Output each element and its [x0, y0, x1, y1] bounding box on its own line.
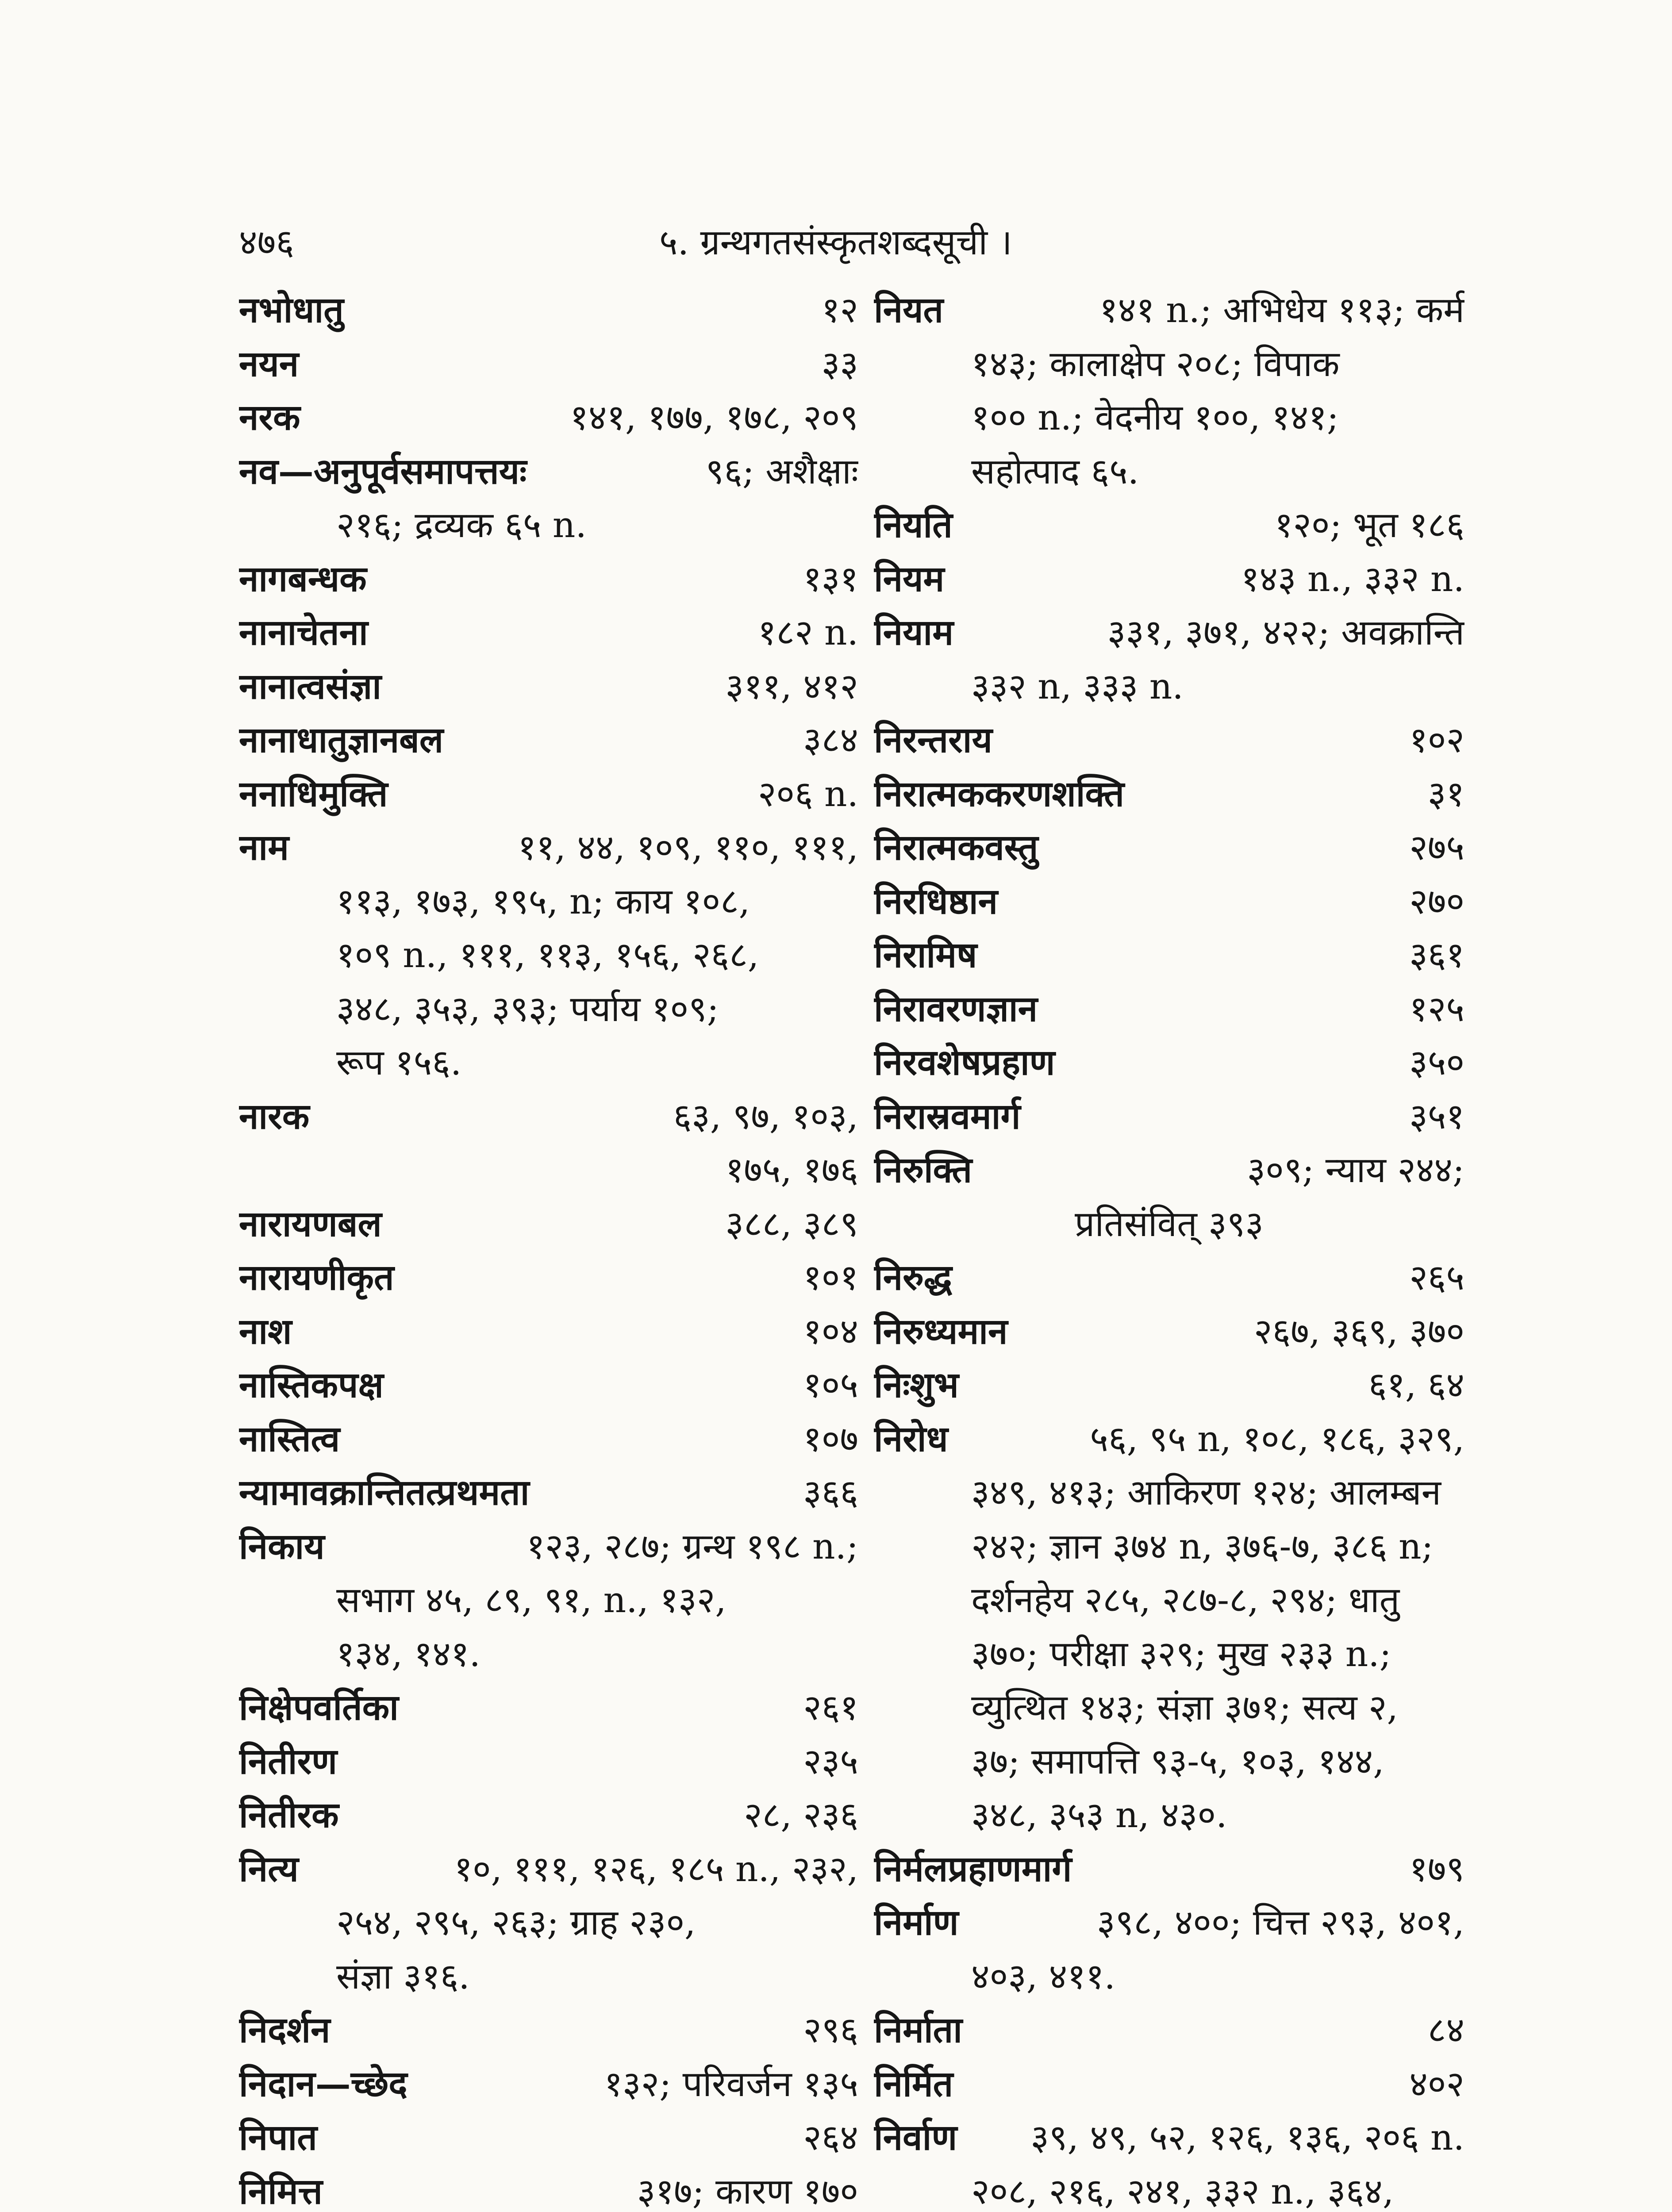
index-entry — [874, 606, 1464, 660]
right-column — [874, 283, 1464, 2212]
entry-page-refs: २९६ — [803, 2009, 858, 2051]
entry-page-refs: १२ — [821, 289, 858, 330]
entry-headword: निरोध — [874, 1417, 948, 1459]
index-entry — [874, 1896, 1464, 1950]
entry-continuation: ३७; समापत्ति ९३-५, १०३, १४४, — [971, 1740, 1384, 1782]
entry-page-refs: ३५० — [1409, 1042, 1464, 1083]
index-entry — [874, 1305, 1464, 1359]
entry-page-refs: ८४ — [1427, 2009, 1464, 2051]
index-entry — [874, 1036, 1464, 1090]
index-entry — [874, 552, 1464, 606]
index-entry — [239, 1681, 858, 1735]
entry-headword: ननाधिमुक्ति — [239, 772, 388, 814]
index-entry — [874, 1358, 1464, 1412]
entry-headword: निरात्मकवस्तु — [874, 826, 1038, 868]
entry-continuation: २१६; द्रव्यक ६५ n. — [336, 504, 587, 545]
entry-headword: नारायणबल — [239, 1202, 382, 1244]
entry-headword: नारक — [239, 1095, 310, 1137]
entry-page-refs: १३१ — [803, 558, 858, 599]
entry-headword: नित्य — [239, 1847, 299, 1889]
entry-continuation: ३४८, ३५३, ३९३; पर्याय १०९; — [336, 988, 719, 1029]
entry-page-refs: २८, २३६ — [744, 1794, 858, 1836]
entry-continuation: व्युत्थित १४३; संज्ञा ३७१; सत्य २, — [971, 1687, 1398, 1728]
entry-page-refs: ११, ४४, १०९, ११०, १११, — [518, 827, 858, 868]
entry-headword: नयन — [239, 342, 299, 384]
entry-continuation: २४२; ज्ञान ३७४ n, ३७६-७, ३८६ n; — [971, 1525, 1434, 1567]
entry-page-refs: २७० — [1409, 880, 1464, 922]
index-entry — [239, 767, 858, 821]
page-header — [239, 217, 1460, 270]
entry-continuation: ११३, १७३, १९५, n; काय १०८, — [336, 880, 750, 922]
entry-continuation: ३३२ n, ३३३ n. — [971, 665, 1184, 707]
entry-page-refs: १७९ — [1409, 1848, 1464, 1889]
index-entry — [239, 1090, 858, 1144]
entry-continuation: १४३; कालाक्षेप २०८; विपाक — [971, 343, 1340, 384]
entry-headword: निरधिष्ठान — [874, 880, 998, 922]
entry-continuation: २०८, २१६, २४१, ३३२ n., ३६४, — [971, 2170, 1394, 2212]
entry-page-refs: ३९८, ४००; चित्त २९३, ४०१, — [1097, 1902, 1464, 1943]
entry-page-refs: २६४ — [803, 2117, 858, 2158]
entry-page-refs: २७५ — [1409, 827, 1464, 868]
index-entry — [874, 2111, 1464, 2165]
entry-page-refs: ३९, ४९, ५२, १२६, १३६, २०६ n. — [1030, 2117, 1464, 2158]
index-entry — [239, 1842, 858, 1896]
entry-page-refs: २६५ — [1409, 1257, 1464, 1298]
index-entry — [239, 1358, 858, 1412]
entry-headword: निर्मलप्रहाणमार्ग — [874, 1847, 1072, 1889]
entry-headword: नानात्वसंज्ञा — [239, 665, 381, 707]
entry-continuation: प्रतिसंवित् ३९३ — [1075, 1203, 1264, 1244]
entry-page-refs: ६३, ९७, १०३, — [673, 1095, 858, 1137]
entry-headword: निरुक्ति — [874, 1149, 972, 1190]
entry-continuation: १०० n.; वेदनीय १००, १४१; — [971, 397, 1339, 438]
entry-page-refs: ३११, ४१२ — [725, 665, 858, 707]
entry-headword: निरन्तराय — [874, 719, 992, 760]
index-entry — [239, 2003, 858, 2057]
entry-headword: नास्तिकपक्ष — [239, 1364, 384, 1406]
entry-continuation: ३७०; परीक्षा ३२९; मुख २३३ n.; — [971, 1633, 1391, 1674]
index-entry — [239, 2111, 858, 2165]
entry-headword: नाश — [239, 1310, 292, 1352]
entry-headword: नारायणीकृत — [239, 1256, 394, 1298]
index-entry — [239, 337, 858, 391]
index-entry — [239, 1412, 858, 1466]
entry-headword: नरक — [239, 396, 300, 438]
index-entry — [239, 1520, 858, 1574]
entry-page-refs: ३६६ — [803, 1472, 858, 1513]
entry-headword: निकाय — [239, 1525, 325, 1567]
entry-page-refs: ३६१ — [1409, 934, 1464, 975]
index-entry — [239, 2057, 858, 2111]
index-entry — [239, 606, 858, 660]
entry-headword: निर्माता — [874, 2009, 962, 2051]
index-entry — [874, 283, 1464, 337]
entry-page-refs: ४०२ — [1409, 2063, 1464, 2104]
index-entry — [874, 1143, 1464, 1197]
entry-page-refs: ३०९; न्याय २४४; — [1247, 1149, 1464, 1190]
entry-headword: निक्षेपवर्तिका — [239, 1686, 399, 1728]
entry-page-refs: १०७ — [803, 1418, 858, 1459]
entry-headword: निःशुभ — [874, 1364, 959, 1406]
entry-headword: नितीरक — [239, 1794, 339, 1836]
entry-continuation: १७५, १७६ — [725, 1149, 858, 1190]
index-entry — [874, 1251, 1464, 1305]
entry-headword: निमित्त — [239, 2170, 323, 2212]
index-entry — [239, 552, 858, 606]
running-title: ५. ग्रन्थगतसंस्कृतशब्दसूची । — [659, 222, 1012, 263]
entry-headword: निरावरणज्ञान — [874, 987, 1038, 1029]
entry-headword: निर्वाण — [874, 2116, 957, 2158]
left-column — [239, 283, 858, 2212]
entry-headword: नियाम — [874, 611, 954, 653]
entry-headword: निपात — [239, 2116, 317, 2158]
index-entry — [874, 1412, 1464, 1466]
entry-page-refs: १३२; परिवर्जन १३५ — [604, 2063, 858, 2104]
index-entry — [874, 928, 1464, 982]
entry-page-refs: १०५ — [803, 1364, 858, 1406]
entry-headword: निरामिष — [874, 934, 977, 975]
entry-page-refs: ३१७; कारण १७० — [637, 2170, 858, 2212]
entry-headword: निर्माण — [874, 1901, 959, 1943]
index-entry — [239, 1251, 858, 1305]
entry-headword: नव—अनुपूर्वसमापत्तयः — [239, 450, 527, 492]
entry-page-refs: ३८८, ३८९ — [725, 1203, 858, 1244]
entry-continuation: १३४, १४१. — [336, 1633, 480, 1674]
entry-page-refs: १४३ n., ३३२ n. — [1241, 558, 1464, 599]
index-entry — [874, 2057, 1464, 2111]
index-entry — [874, 982, 1464, 1036]
entry-page-refs: २६१ — [803, 1687, 858, 1728]
index-entry — [874, 713, 1464, 767]
index-entry — [874, 2003, 1464, 2057]
entry-continuation: संज्ञा ३१६. — [336, 1955, 470, 1997]
entry-headword: नाम — [239, 826, 289, 868]
index-entry — [239, 1305, 858, 1359]
entry-continuation: ३४८, ३५३ n, ४३०. — [971, 1794, 1227, 1836]
entry-headword: निदर्शन — [239, 2009, 331, 2051]
entry-continuation: ४०३, ४११. — [971, 1955, 1115, 1997]
index-entry — [874, 1090, 1464, 1144]
index-entry — [874, 875, 1464, 929]
entry-page-refs: १२३, २८७; ग्रन्थ १९८ n.; — [526, 1525, 858, 1567]
entry-page-refs: १४१ n.; अभिधेय ११३; कर्म — [1099, 289, 1464, 330]
entry-headword: निरास्रवमार्ग — [874, 1095, 1021, 1137]
index-entry — [239, 283, 858, 337]
entry-page-refs: १०४ — [803, 1310, 858, 1352]
entry-page-refs: ६१, ६४ — [1368, 1364, 1464, 1406]
entry-page-refs: १०२ — [1409, 719, 1464, 760]
index-entry — [239, 1735, 858, 1789]
entry-page-refs: ३३१, ३७१, ४२२; अवक्रान्ति — [1107, 612, 1464, 653]
entry-headword: निदान—च्छेद — [239, 2062, 407, 2104]
entry-page-refs: १०, १११, १२६, १८५ n., २३२, — [454, 1848, 858, 1889]
index-entry — [874, 767, 1464, 821]
entry-headword: नास्तित्व — [239, 1417, 340, 1459]
entry-headword: नियति — [874, 504, 953, 545]
index-entry — [239, 1466, 858, 1520]
entry-continuation: ३४९, ४१३; आकिरण १२४; आलम्बन — [971, 1472, 1441, 1513]
entry-headword: निरवशेषप्रहाण — [874, 1041, 1055, 1083]
entry-headword: नभोधातु — [239, 289, 344, 330]
entry-headword: निरुध्यमान — [874, 1310, 1008, 1352]
entry-headword: नितीरण — [239, 1740, 337, 1782]
index-entry — [874, 498, 1464, 552]
page-number: ४७६ — [239, 222, 294, 263]
entry-page-refs: १२०; भूत १८६ — [1274, 504, 1464, 545]
entry-continuation: दर्शनहेय २८५, २८७-८, २९४; धातु — [971, 1579, 1400, 1621]
entry-continuation: सहोत्पाद ६५. — [971, 450, 1139, 492]
entry-page-refs: २०६ n. — [757, 773, 858, 814]
entry-headword: नानाचेतना — [239, 611, 368, 653]
index-entry — [874, 1842, 1464, 1896]
entry-page-refs: ३१ — [1427, 773, 1464, 814]
index-entry — [874, 821, 1464, 875]
entry-page-refs: ९६; अशैक्षाः — [705, 450, 858, 492]
entry-headword: न्यामावक्रान्तितत्प्रथमता — [239, 1471, 530, 1513]
entry-continuation: १०९ n., १११, ११३, १५६, २६८, — [336, 934, 759, 975]
index-entry — [239, 1788, 858, 1842]
entry-headword: निरुद्ध — [874, 1256, 952, 1298]
entry-page-refs: १८२ n. — [757, 612, 858, 653]
entry-continuation: रूप १५६. — [336, 1042, 462, 1083]
entry-page-refs: २६७, ३६९, ३७० — [1253, 1310, 1464, 1352]
entry-page-refs: ३३ — [821, 343, 858, 384]
entry-headword: नियत — [874, 289, 944, 330]
entry-headword: निरात्मककरणशक्ति — [874, 772, 1124, 814]
entry-page-refs: २३५ — [803, 1740, 858, 1782]
index-entry — [239, 391, 858, 445]
entry-page-refs: ३५१ — [1409, 1095, 1464, 1137]
entry-headword: नियम — [874, 557, 945, 599]
entry-continuation: २५४, २९५, २६३; ग्राह २३०, — [336, 1902, 696, 1943]
entry-headword: नागबन्धक — [239, 557, 367, 599]
entry-page-refs: १४१, १७७, १७८, २०९ — [570, 397, 858, 438]
entry-page-refs: १२५ — [1409, 988, 1464, 1029]
entry-page-refs: ३८४ — [803, 719, 858, 760]
index-entry — [239, 2165, 858, 2212]
index-entry — [239, 660, 858, 714]
index-entry — [239, 713, 858, 767]
index-entry — [239, 821, 858, 875]
index-entry — [239, 1197, 858, 1251]
entry-headword: निर्मित — [874, 2062, 953, 2104]
entry-continuation: सभाग ४५, ८९, ९१, n., १३२, — [336, 1579, 726, 1621]
entry-page-refs: १०१ — [803, 1257, 858, 1298]
entry-page-refs: ५६, ९५ n, १०८, १८६, ३२९, — [1090, 1418, 1464, 1459]
index-entry — [239, 445, 858, 499]
entry-headword: नानाधातुज्ञानबल — [239, 719, 444, 760]
